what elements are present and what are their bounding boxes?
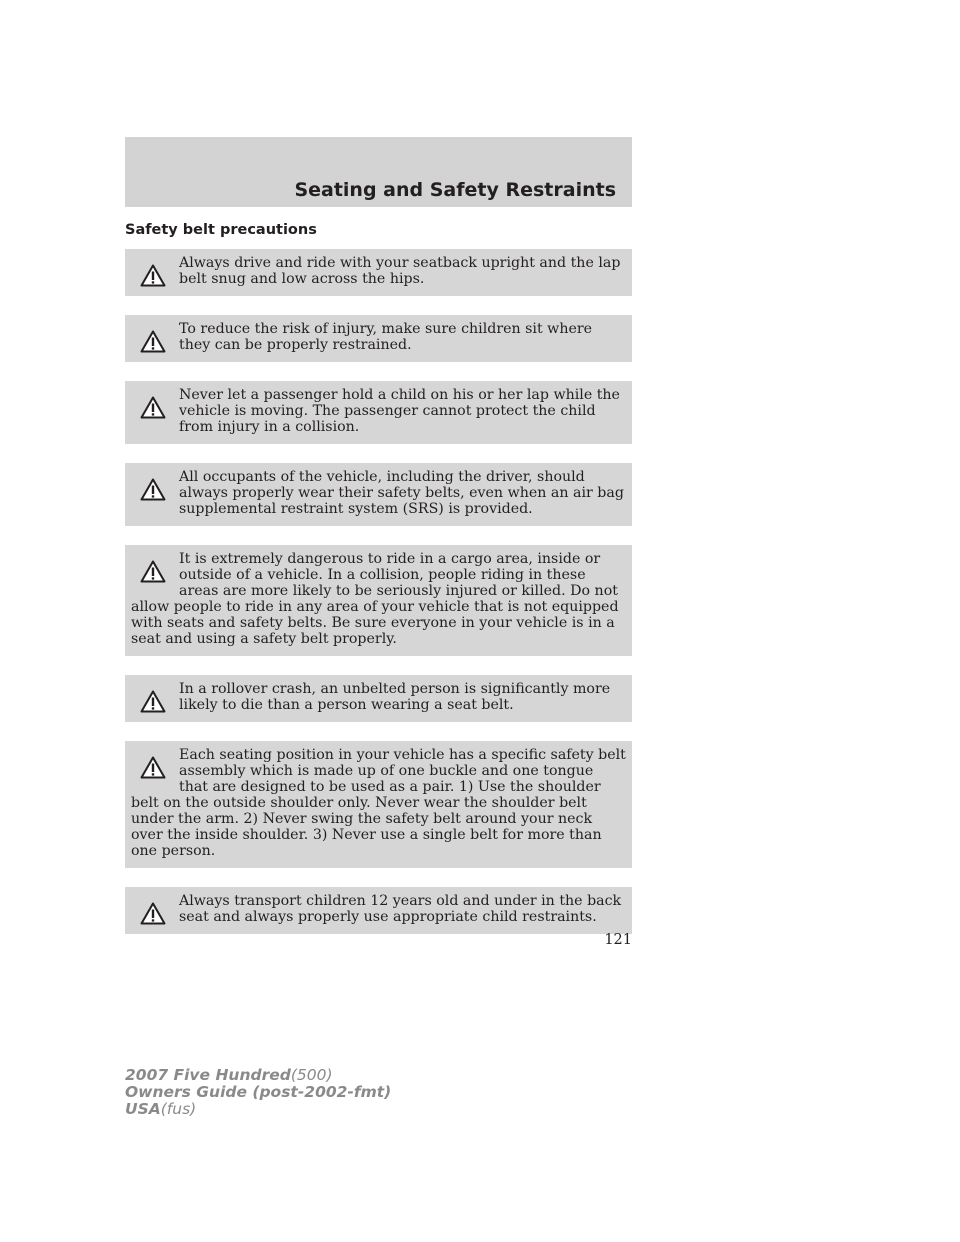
footer-model-name: 2007 Five Hundred <box>125 1066 291 1084</box>
warning-box <box>125 887 632 934</box>
header-band <box>125 137 632 207</box>
footer-imprint <box>125 1067 391 1118</box>
footer-line-guide: Owners Guide (post-2002-fmt) <box>125 1083 392 1101</box>
footer-market-code: (fus) <box>160 1100 197 1118</box>
warning-text: It is extremely dangerous to ride in a cargo area, inside or outside of a vehicle. In a collision, people riding in these areas are more likely to be seriously injured or killed. Do not allow people to ride in any area of your vehicle that is not equipped with seats and safety belts. Be sure everyone in your vehicle is in a seat and using a safety belt properly. <box>131 551 619 647</box>
warning-triangle-icon <box>131 321 175 357</box>
warning-text: In a rollover crash, an unbelted person is significantly more likely to die than a person wearing a seat belt. <box>179 681 611 713</box>
warning-triangle-icon <box>131 255 175 291</box>
warning-triangle-icon <box>131 893 175 929</box>
warning-box <box>125 675 632 722</box>
warning-box <box>125 249 632 296</box>
warning-text: Each seating position in your vehicle has a specific safety belt assembly which is made up of one buckle and one tongue that are designed to be used as a pair. 1) Use the shoulder belt on the outside shoulder only. Never wear the shoulder belt under the arm. 2) Never swing the safety belt around your neck over the inside shoulder. 3) Never use a single belt for more than one person. <box>131 747 626 859</box>
warning-triangle-icon <box>131 747 175 783</box>
warning-text: Always drive and ride with your seatback upright and the lap belt snug and low across the hips. <box>179 255 621 287</box>
footer-line-market <box>125 1101 391 1118</box>
warning-box <box>125 381 632 444</box>
footer-market-name: USA <box>125 1100 161 1118</box>
warning-text: Always transport children 12 years old and under in the back seat and always properly use appropriate child restraints. <box>179 893 622 925</box>
warning-triangle-icon <box>131 681 175 717</box>
warning-box <box>125 315 632 362</box>
warning-box <box>125 545 632 656</box>
warning-triangle-icon <box>131 387 175 423</box>
page-number: 121 <box>604 932 632 948</box>
footer-model-code: (500) <box>290 1066 333 1084</box>
warning-text: Never let a passenger hold a child on his or her lap while the vehicle is moving. The passenger cannot protect the child from injury in a collision. <box>179 387 620 435</box>
warning-box <box>125 463 632 526</box>
warning-box <box>125 741 632 868</box>
page-title: Seating and Safety Restraints <box>294 179 616 201</box>
footer-line-model <box>125 1067 391 1084</box>
warnings-list <box>125 249 632 953</box>
warning-text: All occupants of the vehicle, including the driver, should always properly wear their safety belts, even when an air bag supplemental restraint system (SRS) is provided. <box>179 469 624 517</box>
section-heading: Safety belt precautions <box>125 222 317 238</box>
warning-triangle-icon <box>131 551 175 587</box>
warning-triangle-icon <box>131 469 175 505</box>
warning-text: To reduce the risk of injury, make sure children sit where they can be properly restrained. <box>179 321 593 353</box>
